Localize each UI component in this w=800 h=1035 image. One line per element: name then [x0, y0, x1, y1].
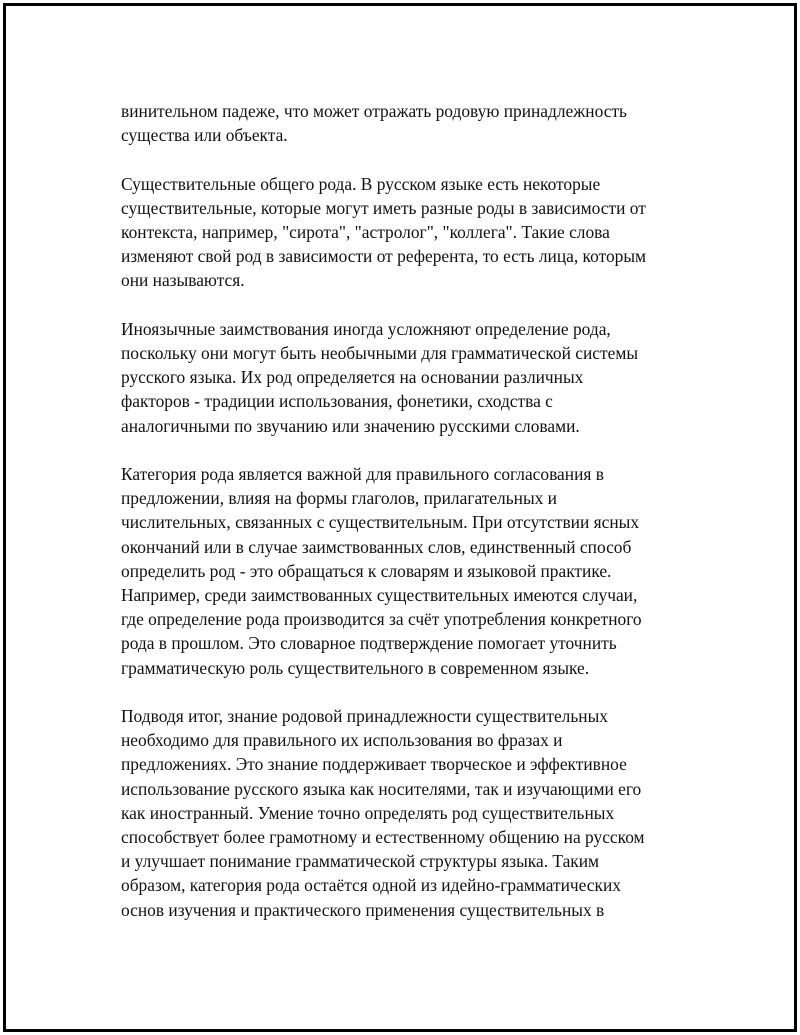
text-line: как иностранный. Умение точно определять род существительных: [121, 802, 615, 823]
paragraph: [121, 317, 686, 438]
document-body: [121, 99, 686, 946]
text-line: и улучшает понимание грамматической структуры языка. Таким: [121, 851, 600, 872]
text-line: факторов - традиции использования, фонетики, сходства с: [121, 391, 553, 412]
text-line: необходимо для правильного их использования во фразах и: [121, 730, 563, 751]
paragraph: [121, 172, 686, 293]
text-line: контекста, например, "сирота", "астролог", "коллега". Такие слова: [121, 222, 610, 242]
text-line: Например, среди заимствованных существительных имеются случаи,: [121, 585, 638, 606]
text-line: существа или объекта.: [121, 125, 288, 146]
text-line: использование русского языка как носителями, так и изучающими его: [121, 778, 642, 799]
text-line: определить род - это обращаться к словарям и языковой практике.: [121, 560, 612, 581]
text-line: Категория рода является важной для правильного согласования в: [121, 464, 604, 484]
text-line: предложении, влияя на формы глаголов, прилагательных и: [121, 488, 557, 509]
text-line: где определение рода производится за счёт употребления конкретного: [121, 609, 642, 630]
paragraph: [121, 462, 686, 680]
text-line: образом, категория рода остаётся одной из идейно-грамматических: [121, 875, 621, 896]
text-line: окончаний или в случае заимствованных слов, единственный способ: [121, 536, 632, 557]
text-line: предложениях. Это знание поддерживает творческое и эффективное: [121, 754, 627, 775]
text-line: существительные, которые могут иметь разные роды в зависимости от: [121, 197, 646, 218]
text-line: русского языка. Их род определяется на основании различных: [121, 367, 584, 388]
text-line: рода в прошлом. Это словарное подтверждение помогает уточнить: [121, 633, 617, 654]
text-line: поскольку они могут быть необычными для грамматической системы: [121, 343, 639, 363]
paragraph: [121, 99, 686, 147]
text-line: Существительные общего рода. В русском языке есть некоторые: [121, 173, 601, 194]
text-line: винительном падеже, что может отражать родовую принадлежность: [121, 101, 627, 121]
paragraph: [121, 704, 686, 922]
text-line: числительных, связанных с существительным. При отсутствии ясных: [121, 512, 640, 533]
text-line: они называются.: [121, 270, 245, 291]
text-line: грамматическую роль существительного в современном языке.: [121, 657, 590, 678]
text-line: аналогичными по звучанию или значению русскими словами.: [121, 415, 580, 436]
text-line: основ изучения и практического применения существительных в: [121, 899, 605, 920]
document-page: [3, 3, 797, 1032]
text-line: способствует более грамотному и естественному общению на русском: [121, 827, 645, 848]
text-line: Иноязычные заимствования иногда усложняют определение рода,: [121, 318, 611, 339]
text-line: Подводя итог, знание родовой принадлежности существительных: [121, 706, 608, 727]
text-line: изменяют свой род в зависимости от референта, то есть лица, которым: [121, 246, 647, 267]
